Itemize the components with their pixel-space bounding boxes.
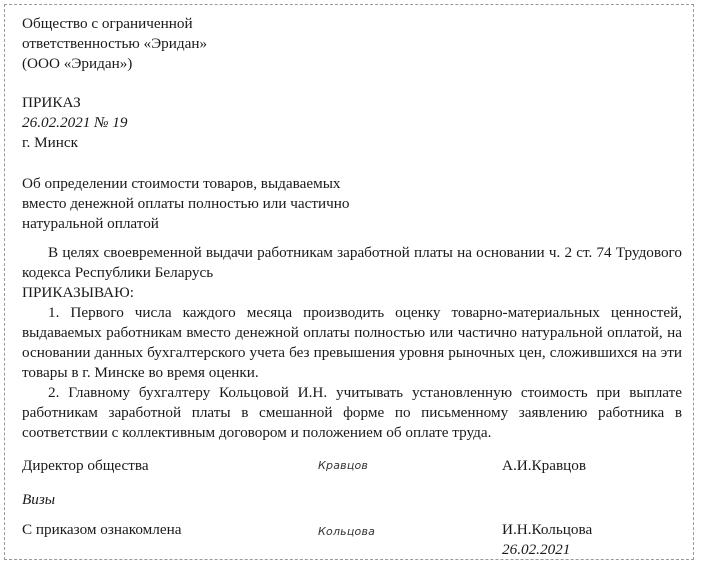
org-line-3: (ООО «Эридан»)	[22, 55, 133, 72]
order-item-1: 1. Первого числа каждого месяца производить оценку товарно-материальных ценностей, выдаваемых работникам вместо денежной оплаты полностью или частично натуральной оплатой, на основании данных бухгалтерского учета без превышения уровня рыночных цен, сложившихся на эти товары в г. Минске во время оценки.	[22, 304, 682, 381]
director-signature: Кравцов	[318, 459, 369, 472]
order-city: г. Минск	[22, 134, 78, 151]
acquainted-signature: Кольцова	[318, 525, 376, 538]
subject-line-3: натуральной оплатой	[22, 215, 159, 232]
subject-line-1: Об определении стоимости товаров, выдаваемых	[22, 175, 341, 192]
org-line-1: Общество с ограниченной	[22, 15, 193, 32]
director-name: А.И.Кравцов	[502, 457, 587, 474]
visas-label: Визы	[22, 491, 56, 508]
order-document	[22, 14, 682, 568]
subject-line-2: вместо денежной оплаты полностью или частично	[22, 195, 350, 212]
order-title: ПРИКАЗ	[22, 94, 81, 111]
order-date-number: 26.02.2021 № 19	[22, 114, 128, 131]
director-title: Директор общества	[22, 457, 149, 474]
order-body	[22, 243, 682, 443]
order-word: ПРИКАЗЫВАЮ:	[22, 284, 134, 301]
preamble-paragraph: В целях своевременной выдачи работникам заработной платы на основании ч. 2 ст. 74 Трудового кодекса Республики Беларусь	[22, 244, 682, 281]
acquainted-label: С приказом ознакомлена	[22, 521, 182, 538]
acquaintance-row	[22, 520, 682, 568]
organization-header	[22, 14, 682, 74]
order-item-2: 2. Главному бухгалтеру Кольцовой И.Н. учитывать установленную стоимость при выплате работникам заработной платы в смешанной форме по письменному заявлению работника в соответствии с коллективным договором и положением об оплате труда.	[22, 384, 682, 441]
director-signature-row	[22, 456, 682, 480]
acquainted-date: 26.02.2021	[502, 541, 571, 558]
order-subject	[22, 174, 682, 234]
org-line-2: ответственностью «Эридан»	[22, 35, 208, 52]
order-header	[22, 93, 682, 153]
acquainted-name: И.Н.Кольцова	[502, 521, 593, 538]
